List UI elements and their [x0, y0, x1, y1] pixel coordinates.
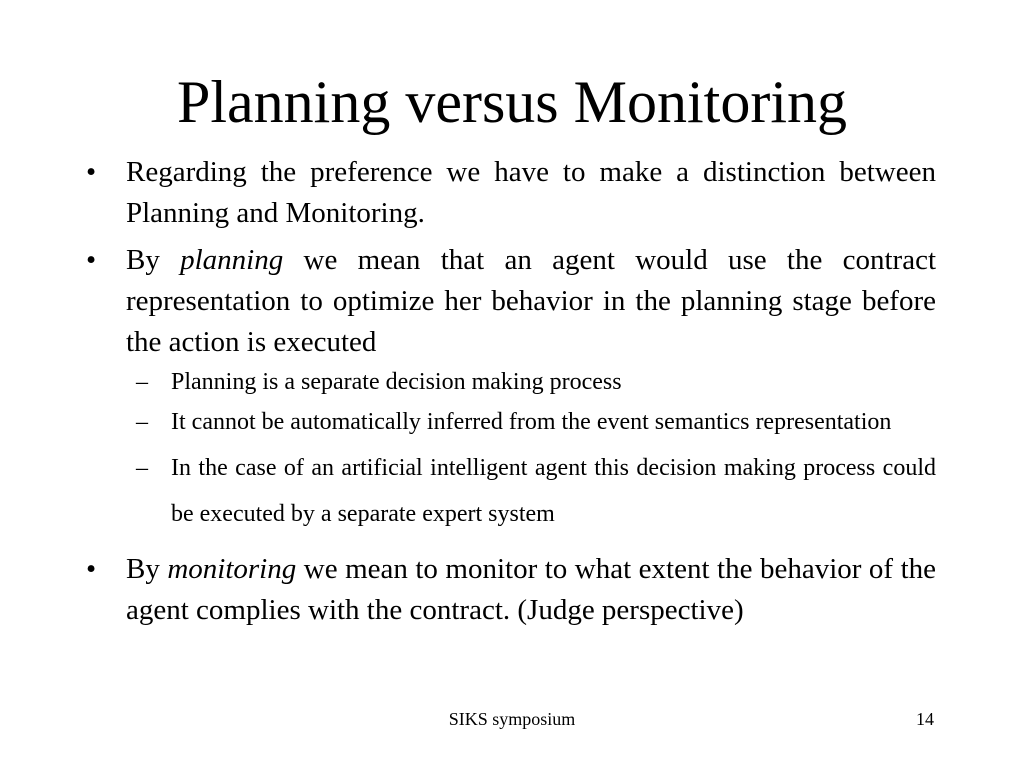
- sub-bullet-marker: –: [136, 455, 148, 481]
- sub-bullet-text: It cannot be automatically inferred from the event semantics representation: [171, 409, 892, 435]
- sub-bullet-item: [86, 405, 936, 439]
- sub-bullet-marker: –: [136, 369, 148, 395]
- bullet-emphasis: monitoring: [167, 553, 297, 585]
- sub-bullet-text: In the case of an artificial intelligent agent this decision making process could be executed by a separate expert system: [171, 455, 936, 527]
- bullet-prefix: By: [126, 553, 160, 585]
- bullet-marker: •: [86, 156, 97, 188]
- bullet-marker: •: [86, 553, 97, 585]
- slide-title: Planning versus Monitoring: [177, 69, 847, 135]
- bullet-text: we mean that an agent would use the contract representation to optimize her behavior in the planning stage before the action is executed: [126, 244, 937, 358]
- bullet-item: [86, 549, 936, 631]
- sub-bullet-marker: –: [136, 409, 148, 435]
- sub-bullet-text: Planning is a separate decision making process: [171, 369, 622, 395]
- bullet-marker: •: [86, 244, 97, 276]
- bullet-item: [86, 240, 936, 363]
- bullet-item: [86, 152, 936, 234]
- bullet-text: Regarding the preference we have to make a distinction between Planning and Monitoring.: [126, 156, 936, 229]
- slide-content: [86, 152, 936, 631]
- footer-title: SIKS symposium: [448, 709, 576, 729]
- bullet-text: we mean to monitor to what extent the behavior of the agent complies with the contract. (Judge perspective): [126, 553, 936, 626]
- bullet-prefix: By: [126, 244, 160, 276]
- bullet-emphasis: planning: [180, 244, 284, 276]
- sub-bullet-item: [86, 365, 936, 399]
- page-number: 14: [916, 709, 934, 729]
- sub-bullet-item: [86, 445, 936, 537]
